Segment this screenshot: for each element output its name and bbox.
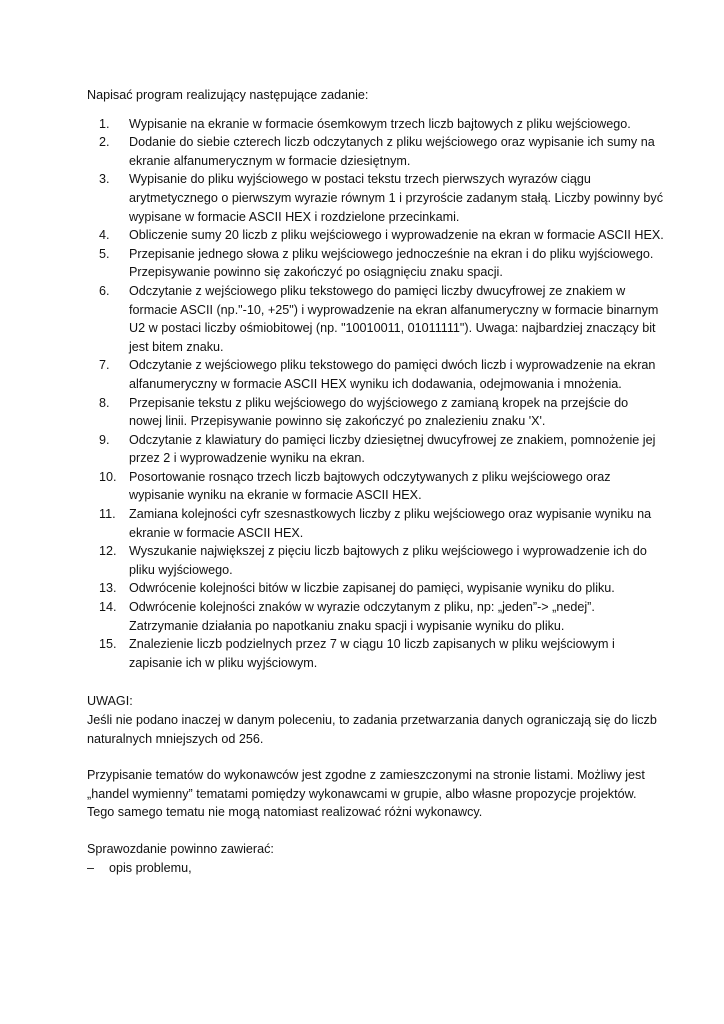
task-item <box>87 170 664 226</box>
task-text: Odczytanie z wejściowego pliku tekstowego do pamięci liczby dwucyfrowej ze znakiem w formacie ASCII (np."-10, +25") i wyprowadzenie na ekran alfanumeryczny w formacie binarnym U2 w postaci liczby ośmiobitowej (np. "10010011, 01011111"). Uwaga: najbardziej znaczący bit jest bitem znaku. <box>129 283 659 354</box>
task-item <box>87 431 664 468</box>
dash-bullet: – <box>87 860 95 875</box>
task-text: Dodanie do siebie czterech liczb odczytanych z pliku wejściowego oraz wypisanie ich sumy na ekranie alfanumerycznym w formacie dziesiętnym. <box>129 135 655 168</box>
report-item-text: opis problemu, <box>109 860 192 875</box>
task-text: Wypisanie do pliku wyjściowego w postaci tekstu trzech pierwszych wyrazów ciągu arytmetycznego o pierwszym wyrazie równym 1 i przyroście zadanym stałą. Liczby powinny być wypisane w formacie ASCII HEX i rozdzielone przecinkami. <box>129 172 664 224</box>
task-number: 8. <box>99 395 110 410</box>
task-text: Przepisanie tekstu z pliku wejściowego do wyjściowego z zamianą kropek na przejście do nowej linii. Przepisywanie powinno się zakończyć po znalezieniu znaku 'X'. <box>129 395 629 429</box>
task-text: Wypisanie na ekranie w formacie ósemkowym trzech liczb bajtowych z pliku wejściowego. <box>129 116 631 131</box>
task-text: Znalezienie liczb podzielnych przez 7 w ciągu 10 liczb zapisanych w pliku wejściowym i zapisanie ich w pliku wyjściowym. <box>129 637 615 670</box>
task-item <box>87 394 664 431</box>
task-item <box>87 635 664 672</box>
task-number: 13. <box>99 581 117 596</box>
report-heading: Sprawozdanie powinno zawierać: <box>87 841 274 856</box>
task-number: 11. <box>99 507 116 522</box>
task-number: 9. <box>99 432 110 447</box>
task-text: Odwrócenie kolejności bitów w liczbie zapisanej do pamięci, wypisanie wyniku do pliku. <box>129 581 615 596</box>
task-number: 12. <box>99 544 117 559</box>
task-number: 4. <box>99 228 110 243</box>
task-item <box>87 115 664 134</box>
task-text: Wyszukanie największej z pięciu liczb bajtowych z pliku wejściowego i wyprowadzenie ich do pliku wyjściowego. <box>129 544 647 577</box>
task-number: 10. <box>99 469 117 484</box>
task-item <box>87 133 664 170</box>
task-number: 5. <box>99 246 110 261</box>
task-number: 15. <box>99 637 117 652</box>
task-text: Odwrócenie kolejności znaków w wyrazie odczytanym z pliku, np: „jeden”-> „nedej”. Zatrzymanie działania po napotkaniu znaku spacji i wypisanie wyniku do pliku. <box>129 600 595 633</box>
intro-text: Napisać program realizujący następujące zadanie: <box>87 88 369 102</box>
task-item <box>87 245 664 282</box>
task-item <box>87 598 664 635</box>
task-number: 2. <box>99 135 110 150</box>
report-item <box>87 859 664 878</box>
task-item <box>87 226 664 245</box>
task-number: 1. <box>99 116 110 131</box>
task-number: 3. <box>99 172 110 187</box>
task-item <box>87 579 664 598</box>
task-number: 6. <box>99 283 110 298</box>
task-text: Odczytanie z wejściowego pliku tekstowego do pamięci dwóch liczb i wyprowadzenie na ekran alfanumeryczny w formacie ASCII HEX wyniku ich dodawania, odejmowania i mnożenia. <box>129 358 656 391</box>
assignment-text: Przypisanie tematów do wykonawców jest zgodne z zamieszczonymi na stronie listami. Możliwy jest „handel wymienny” tematami pomiędzy wykonawcami w grupie, albo własne propozycje projektów. Tego samego tematu nie mogą natomiast realizować różni wykonawcy. <box>87 768 645 820</box>
task-item <box>87 505 664 542</box>
notes-text: Jeśli nie podano inaczej w danym poleceniu, to zadania przetwarzania danych ograniczają się do liczb naturalnych mniejszych od 256. <box>87 713 657 746</box>
task-text: Posortowanie rosnąco trzech liczb bajtowych odczytywanych z pliku wejściowego oraz wypisanie wyniku na ekranie w formacie ASCII HEX. <box>129 469 611 503</box>
task-item <box>87 468 664 505</box>
task-text: Zamiana kolejności cyfr szesnastkowych liczby z pliku wejściowego oraz wypisanie wyniku na ekranie w formacie ASCII HEX. <box>129 507 652 540</box>
task-item <box>87 356 664 393</box>
task-number: 7. <box>99 358 110 373</box>
task-text: Odczytanie z klawiatury do pamięci liczby dziesiętnej dwucyfrowej ze znakiem, pomnożenie jej przez 2 i wyprowadzenie wyniku na ekran. <box>129 432 656 466</box>
notes-heading: UWAGI: <box>87 694 133 709</box>
task-number: 14. <box>99 600 117 615</box>
task-item <box>87 282 664 356</box>
task-text: Obliczenie sumy 20 liczb z pliku wejściowego i wyprowadzenie na ekran w formacie ASCII HEX. <box>129 228 664 243</box>
task-item <box>87 542 664 579</box>
task-list <box>87 115 664 673</box>
task-text: Przepisanie jednego słowa z pliku wejściowego jednocześnie na ekran i do pliku wyjściowego. Przepisywanie powinno się zakończyć po osiągnięciu znaku spacji. <box>129 246 654 280</box>
